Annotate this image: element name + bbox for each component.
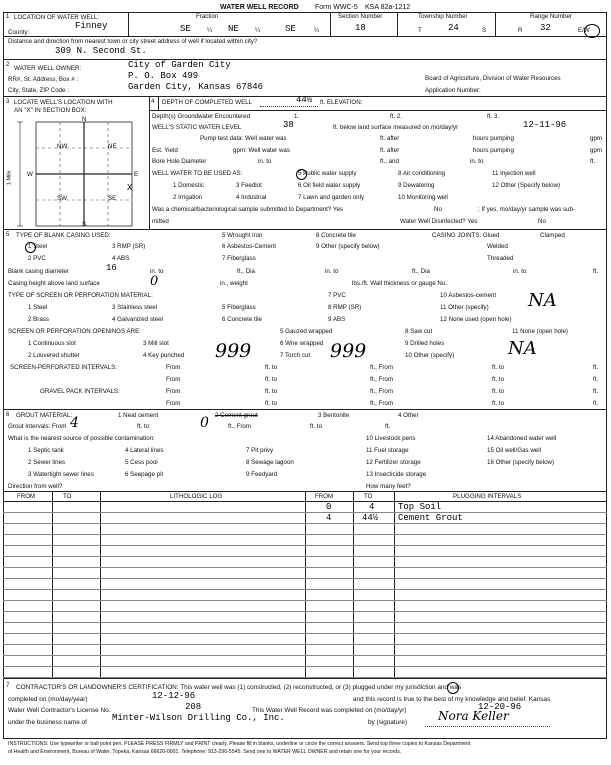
use-2[interactable]: 2 Irrigation xyxy=(173,194,203,201)
grout-1[interactable]: 1 Neat cement xyxy=(118,412,159,419)
screen-na[interactable]: NA xyxy=(528,290,557,311)
source-15[interactable]: 15 Oil well/Gas well xyxy=(487,447,541,454)
groundwater-label: Depth(s) Groundwater Encountered xyxy=(152,113,251,120)
use-6[interactable]: 6 Oil field water supply xyxy=(298,182,361,189)
casing-2[interactable]: 2 PVC xyxy=(28,255,46,262)
use-1[interactable]: 1 Domestic xyxy=(173,182,204,189)
joints-clamped: Clamped xyxy=(540,232,565,239)
log-rule xyxy=(3,567,607,568)
ew-label: E/W xyxy=(578,27,590,34)
source-5[interactable]: 5 Cess pool xyxy=(125,459,158,466)
plugged-circle xyxy=(447,682,459,694)
completed-date[interactable]: 12-12-96 xyxy=(152,691,196,701)
quad-nw: NW xyxy=(57,143,68,150)
casing-1-circle xyxy=(25,242,36,253)
log-rule xyxy=(3,523,607,524)
log-rule xyxy=(3,556,607,557)
grout-3[interactable]: 3 Bentonite xyxy=(318,412,350,419)
use-5[interactable]: 5 Public water supply xyxy=(298,170,357,177)
diameter-in-to: in. to xyxy=(150,268,164,275)
owner-address[interactable]: P. O. Box 499 xyxy=(128,71,199,81)
use-9[interactable]: 9 Dewatering xyxy=(398,182,435,189)
perf-ftto-4: ft. to xyxy=(492,376,505,383)
gravel-ftto-1: ft. to xyxy=(265,388,278,395)
gravel-ftto-2: ft. to xyxy=(492,388,505,395)
compass-n: N xyxy=(82,116,87,123)
source-9[interactable]: 9 Feedyard xyxy=(246,471,278,478)
log-rule xyxy=(3,633,607,634)
perf-ft-2: ft. xyxy=(593,376,599,383)
perf-ftfrom-2: ft., From xyxy=(370,376,394,383)
t-label: T xyxy=(418,27,422,34)
log-rule xyxy=(3,545,607,546)
grout-4[interactable]: 4 Other xyxy=(398,412,419,419)
log-row-2-to[interactable]: 44½ xyxy=(362,513,379,523)
joints-welded: Welded xyxy=(487,243,508,250)
business-name[interactable]: Minter-Wilson Drilling Co., Inc. xyxy=(112,713,285,723)
source-10[interactable]: 10 Livestock pens xyxy=(366,435,416,442)
fraction-2[interactable]: NE xyxy=(228,24,239,34)
source-13[interactable]: 13 Insecticide storage xyxy=(366,471,427,478)
section-label: Section Number xyxy=(338,13,383,20)
true-label: and this record is true to the best of my knowledge and belief. Kansas xyxy=(353,696,551,703)
quarter-2: ¼ xyxy=(255,27,261,34)
screen-label: TYPE OF SCREEN OR PERFORATION MATERIAL: xyxy=(8,292,153,299)
bore-in-to: in. to xyxy=(258,158,272,165)
record-date[interactable]: 12-20-96 xyxy=(478,702,522,712)
gravel-ft-2: ft. xyxy=(593,400,599,407)
gravel-ftfrom-1: ft., From xyxy=(370,388,394,395)
contamination-label: What is the nearest source of possible contamination: xyxy=(8,435,155,442)
grout-label: GROUT MATERIAL: xyxy=(16,412,73,419)
source-12[interactable]: 12 Fertilizer storage xyxy=(366,459,421,466)
section-value[interactable]: 18 xyxy=(355,23,366,33)
log-rule xyxy=(3,600,607,601)
fraction-3[interactable]: SE xyxy=(285,24,296,34)
yield-gpm: gpm: Well water was xyxy=(233,147,290,154)
source-3[interactable]: 3 Watertight sewer lines xyxy=(28,471,94,478)
quarter-3: ¼ xyxy=(314,27,320,34)
locate-label: LOCATE WELL'S LOCATION WITH xyxy=(14,99,113,106)
range-label: Range Number xyxy=(530,13,572,20)
diameter-ft: ft. xyxy=(593,268,599,275)
log-rule xyxy=(3,578,607,579)
log-row-2-text[interactable]: Cement Grout xyxy=(398,513,463,523)
log-to-header-2: TO xyxy=(364,493,373,500)
log-rule xyxy=(3,666,607,667)
screen-4[interactable]: 4 Galvanized steel xyxy=(112,316,163,323)
instructions-line-2: of Health and Environment, Bureau of Water, Topeka, Kansas 66620-0001. Telephone: 913-296-5545. Send one to WATER WELL OWNER and retain one for your records. xyxy=(8,749,402,755)
screen-1[interactable]: 1 Steel xyxy=(28,304,48,311)
log-row-2-from[interactable]: 4 xyxy=(326,513,332,523)
use-12[interactable]: 12 Other (Specify below) xyxy=(492,182,561,189)
rr-label: RR#, St. Address, Box # : xyxy=(8,76,79,83)
s-label: S xyxy=(482,27,487,34)
bore-label: Bore Hole Diameter xyxy=(152,158,207,165)
casing-5[interactable]: 5 Wrought iron xyxy=(222,232,263,239)
grout-2[interactable]: 2 Cement grout xyxy=(215,412,258,419)
source-4[interactable]: 4 Lateral lines xyxy=(125,447,164,454)
distance-value[interactable]: 309 N. Second St. xyxy=(55,46,147,56)
direction-label: Direction from well? xyxy=(8,483,63,490)
source-8[interactable]: 8 Sewage lagoon xyxy=(246,459,294,466)
opening-5[interactable]: 5 Gauzed wrapped xyxy=(280,328,333,335)
instructions-line-1: INSTRUCTIONS: Use typewriter or ball point pen. PLEASE PRESS FIRMLY and PRINT clearly. Please fill in blanks, underline or circle the correct answers. Send top three copies to Kansas Department xyxy=(8,741,471,747)
form-number: Form WWC-5 xyxy=(315,4,358,11)
disinfected-label: Water Well Disinfected? Yes xyxy=(400,218,478,225)
diameter-label: Blank casing diameter xyxy=(8,268,69,275)
source-16[interactable]: 16 Other (specify below) xyxy=(487,459,555,466)
bore-in-to-2: in. to xyxy=(470,158,484,165)
opening-4[interactable]: 4 Key punched xyxy=(143,352,185,359)
county-value[interactable]: Finney xyxy=(75,21,108,31)
gravel-ftto-4: ft. to xyxy=(492,400,505,407)
height-in-weight: in., weight xyxy=(220,280,248,287)
use-4[interactable]: 4 Industrial xyxy=(236,194,267,201)
openings-999-b[interactable]: 999 xyxy=(330,340,367,362)
log-from-header: FROM xyxy=(17,493,36,500)
compass-s: S xyxy=(82,221,87,228)
gravel-ftto-3: ft. to xyxy=(265,400,278,407)
board-label: Board of Agriculture, Division of Water Resources xyxy=(425,75,561,82)
static-text: ft. below land surface measured on mo/day/yr xyxy=(333,124,459,131)
use-3[interactable]: 3 Feedlot xyxy=(236,182,262,189)
casing-3[interactable]: 3 RMP (SR) xyxy=(112,243,146,250)
log-rule xyxy=(3,622,607,623)
diameter-value[interactable]: 16 xyxy=(106,263,117,273)
casing-4[interactable]: 4 ABS xyxy=(112,255,130,262)
casing-label: TYPE OF BLANK CASING USED: xyxy=(16,232,111,239)
compass-w: W xyxy=(27,171,33,178)
gw-1: 1. xyxy=(294,113,300,120)
screen-8[interactable]: 8 RMP (SR) xyxy=(328,304,362,311)
log-row-1-text[interactable]: Top Soil xyxy=(398,502,442,512)
opening-1[interactable]: 1 Continuous slot xyxy=(28,340,76,347)
bore-ft: ft. xyxy=(590,158,596,165)
log-row-1-to[interactable]: 4 xyxy=(369,502,375,512)
casing-7[interactable]: 7 Fiberglass xyxy=(222,255,256,262)
casing-6[interactable]: 6 Asbestos-Cement xyxy=(222,243,276,250)
owner-name[interactable]: City of Garden City xyxy=(128,60,231,70)
use-7[interactable]: 7 Lawn and garden only xyxy=(298,194,365,201)
grout-int-label: Grout Intervals: From xyxy=(8,423,67,430)
disinfected-no: No xyxy=(538,218,546,225)
log-rule xyxy=(3,512,607,513)
joints-label: CASING JOINTS: Glued xyxy=(432,232,500,239)
pump-ft-after: ft. after xyxy=(380,135,400,142)
elevation-label: ft. ELEVATION: xyxy=(320,99,363,106)
depth-label: DEPTH OF COMPLETED WELL xyxy=(162,99,253,106)
county-label: County: xyxy=(8,29,30,36)
perf-from-2: From xyxy=(166,376,181,383)
yield-hours: hours pumping xyxy=(473,147,514,154)
litho-header: LITHOLOGIC LOG xyxy=(170,493,223,500)
location-label: LOCATION OF WATER WELL: xyxy=(14,14,100,21)
locate-label-2: AN "X" IN SECTION BOX: xyxy=(14,107,87,114)
opening-6[interactable]: 6 Wire wrapped xyxy=(280,340,324,347)
opening-3[interactable]: 3 Mill slot xyxy=(143,340,169,347)
quad-sw: SW xyxy=(57,195,67,202)
quad-ne: NE xyxy=(108,143,117,150)
gravel-from-2: From xyxy=(166,400,181,407)
screen-10[interactable]: 10 Asbestos-cement xyxy=(440,292,497,299)
license-label: Water Well Contractor's License No. xyxy=(8,707,111,714)
opening-11[interactable]: 11 None (open hole) xyxy=(512,328,568,335)
log-rule xyxy=(3,644,607,645)
pump-label: Pump test data: Well water was xyxy=(200,135,287,142)
screen-6[interactable]: 6 Concrete tile xyxy=(222,316,262,323)
diameter-ft-dia-2: ft., Dia xyxy=(412,268,430,275)
casing-1[interactable]: 1 Steel xyxy=(28,243,48,250)
height-lbs: lbs./ft. Wall thickness or gauge No. xyxy=(352,280,448,287)
fraction-1[interactable]: SE xyxy=(180,24,191,34)
screen-12[interactable]: 12 None used (open hole) xyxy=(440,316,512,323)
screen-5[interactable]: 5 Fiberglass xyxy=(222,304,256,311)
well-x-mark[interactable]: X xyxy=(127,183,133,193)
r-label: R xyxy=(518,27,523,34)
source-11[interactable]: 11 Fuel storage xyxy=(366,447,409,454)
gw-3: ft. 3. xyxy=(487,113,500,120)
casing-8[interactable]: 8 Concrete tile xyxy=(316,232,356,239)
static-label: WELL'S STATIC WATER LEVEL xyxy=(152,124,242,131)
quad-se: SE xyxy=(108,195,117,202)
source-2[interactable]: 2 Sewer lines xyxy=(28,459,66,466)
yield-ft-after: ft. after xyxy=(380,147,400,154)
use-label: WELL WATER TO BE USED AS: xyxy=(152,170,243,177)
yield-gpm-2: gpm xyxy=(590,147,603,154)
log-rule xyxy=(3,611,607,612)
openings-label: SCREEN OR PERFORATION OPENINGS ARE: xyxy=(8,328,141,335)
perf-ftfrom-1: ft., From xyxy=(370,364,394,371)
opening-10[interactable]: 10 Other (specify) xyxy=(405,352,455,359)
perf-ftto-1: ft. to xyxy=(265,364,278,371)
owner-label: WATER WELL OWNER: xyxy=(14,65,82,72)
business-label: under the business name of xyxy=(8,719,87,726)
log-rule xyxy=(3,534,607,535)
bore-ft-and: ft., and xyxy=(380,158,399,165)
plugging-header: PLUGGING INTERVALS xyxy=(453,493,522,500)
use-10[interactable]: 10 Monitoring well xyxy=(398,194,448,201)
opening-8[interactable]: 8 Saw cut xyxy=(405,328,433,335)
mile-label: 1 Mile xyxy=(6,170,13,186)
gravel-label: GRAVEL PACK INTERVALS: xyxy=(40,388,120,395)
opening-7[interactable]: 7 Torch cut xyxy=(280,352,311,359)
log-to-header: TO xyxy=(63,493,72,500)
height-label: Casing height above land surface xyxy=(8,280,100,287)
license-number[interactable]: 208 xyxy=(185,702,202,712)
perf-from-1: From xyxy=(166,364,181,371)
casing-9[interactable]: 9 Other (specify below) xyxy=(316,243,380,250)
application-label: Application Number: xyxy=(425,87,481,94)
source-6[interactable]: 6 Seepage pit xyxy=(125,471,164,478)
opening-2[interactable]: 2 Louvered shutter xyxy=(28,352,80,359)
grout-to[interactable]: 0 xyxy=(200,415,209,431)
city-label: City, State, ZIP Code : xyxy=(8,87,69,94)
log-row-1-from[interactable]: 0 xyxy=(326,502,332,512)
cert-line-1: CONTRACTOR'S OR LANDOWNER'S CERTIFICATION: This water well was (1) constructed, (2) reconstructed, or (3) plugged under my jurisdiction and was xyxy=(16,684,462,691)
owner-city[interactable]: Garden City, Kansas 67846 xyxy=(128,82,264,92)
grout-ft: ft. xyxy=(385,423,391,430)
distance-label: Distance and direction from nearest town or city street address of well if located within city? xyxy=(8,38,258,45)
perforated-label: SCREEN-PERFORATED INTERVALS: xyxy=(10,364,117,371)
mitted-label: mitted xyxy=(152,218,169,225)
log-rule xyxy=(3,589,607,590)
section-grid[interactable] xyxy=(14,118,150,230)
grout-from[interactable]: 4 xyxy=(70,415,79,431)
gravel-ft-1: ft. xyxy=(593,388,599,395)
compass-e: E xyxy=(134,171,139,178)
static-value[interactable]: 38 xyxy=(283,120,294,130)
screen-2[interactable]: 2 Brass xyxy=(28,316,49,323)
grout-ft-from: ft., From xyxy=(228,423,252,430)
openings-na[interactable]: NA xyxy=(508,338,537,359)
source-1[interactable]: 1 Septic tank xyxy=(28,447,64,454)
fraction-label: Fraction xyxy=(196,13,219,20)
signature-label: by (signature) xyxy=(368,719,408,726)
screen-11[interactable]: 11 Other (specify) xyxy=(440,304,489,311)
screen-3[interactable]: 3 Stainless steel xyxy=(112,304,158,311)
chem-no: No xyxy=(434,206,442,213)
source-14[interactable]: 14 Abandoned water well xyxy=(487,435,557,442)
log-from-header-2: FROM xyxy=(315,493,334,500)
depth-value[interactable]: 44½ xyxy=(296,95,313,105)
gravel-ftfrom-2: ft., From xyxy=(370,400,394,407)
form-title: WATER WELL RECORD xyxy=(220,4,299,11)
gravel-from-1: From xyxy=(166,388,181,395)
static-date[interactable]: 12-11-96 xyxy=(523,120,567,130)
use-5-circle xyxy=(296,169,307,180)
use-11[interactable]: 11 Injection well xyxy=(492,170,536,177)
diameter-in-to-2: in. to xyxy=(325,268,339,275)
joints-threaded: Threaded xyxy=(487,255,514,262)
signature[interactable]: Nora Keller xyxy=(438,709,509,723)
screen-7[interactable]: 7 PVC xyxy=(328,292,346,299)
log-rule xyxy=(3,655,607,656)
pump-hours: hours pumping xyxy=(473,135,514,142)
diameter-in-to-3: in. to xyxy=(513,268,527,275)
ksa-number: KSA 82a-1212 xyxy=(365,4,411,11)
screen-9[interactable]: 9 ABS xyxy=(328,316,346,323)
use-8[interactable]: 8 Air conditioning xyxy=(398,170,446,177)
record-label: This Water Well Record was completed on (mo/day/yr) xyxy=(252,707,407,714)
township-value[interactable]: 24 xyxy=(448,23,459,33)
chem-label: Was a chemical/bacteriological sample submitted to Department? Yes xyxy=(152,206,343,213)
openings-999-a[interactable]: 999 xyxy=(215,340,252,362)
pump-gpm: gpm xyxy=(590,135,603,142)
township-label: Township Number xyxy=(418,13,468,20)
chem-if-yes: ; If yes, mo/day/yr sample was sub- xyxy=(478,206,575,213)
perf-ft-1: ft. xyxy=(593,364,599,371)
grout-ft-to-2: ft. to xyxy=(310,423,323,430)
diameter-ft-dia: ft., Dia xyxy=(237,268,255,275)
source-7[interactable]: 7 Pit privy xyxy=(246,447,274,454)
feet-label: How many feet? xyxy=(366,483,411,490)
yield-label: Est. Yield xyxy=(152,147,178,154)
completed-label: completed on (mo/day/year) xyxy=(8,696,88,703)
quarter-1: ¼ xyxy=(207,27,213,34)
grout-ft-to: ft. to xyxy=(137,423,150,430)
gw-2: ft. 2. xyxy=(390,113,403,120)
perf-ftto-2: ft. to xyxy=(492,364,505,371)
perf-ftto-3: ft. to xyxy=(265,376,278,383)
height-value[interactable]: 0 xyxy=(150,274,159,289)
range-value[interactable]: 32 xyxy=(540,23,551,33)
opening-9[interactable]: 9 Drilled holes xyxy=(405,340,445,347)
